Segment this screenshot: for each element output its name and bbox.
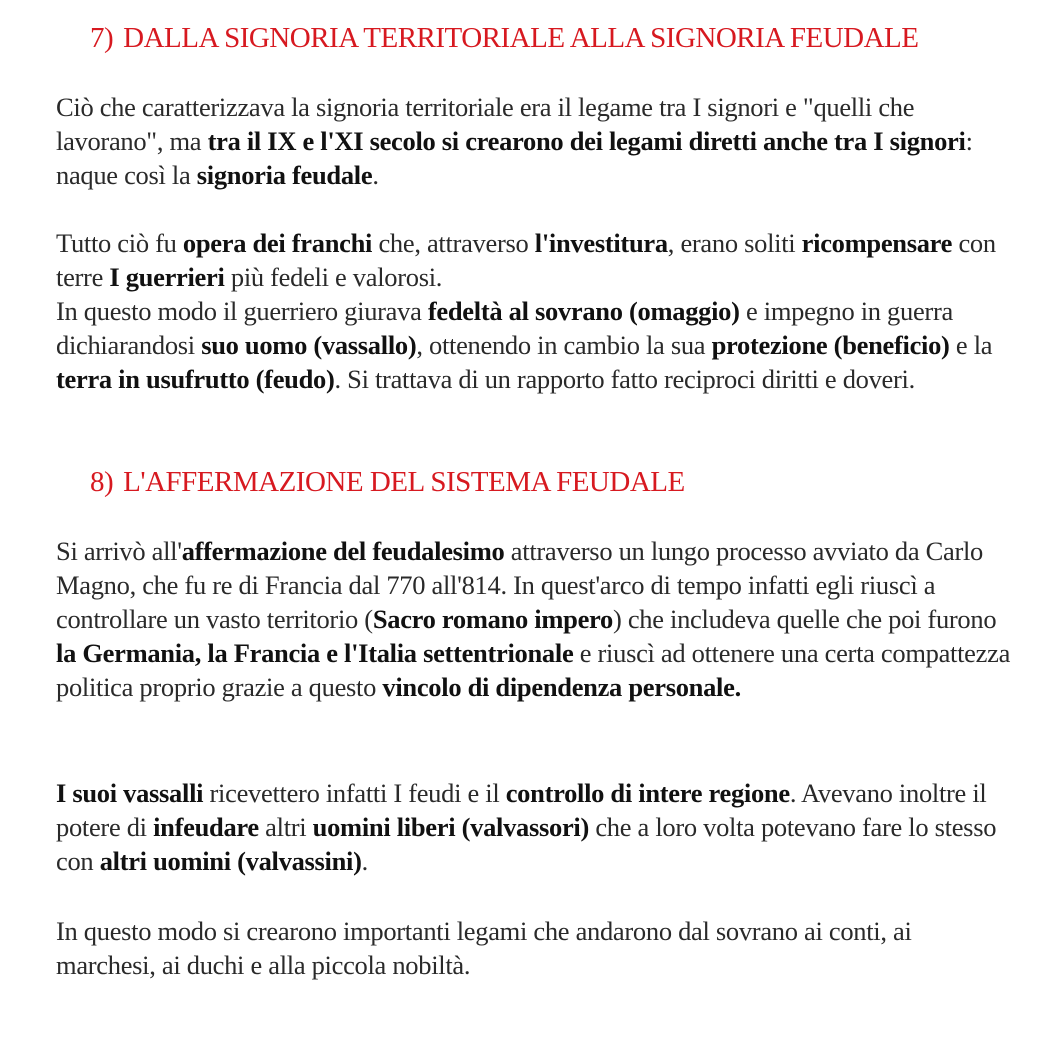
text-run: e riuscì ad ottenere una certa compattezza politica proprio grazie a questo (56, 638, 1011, 702)
text-run: e impegno in guerra dichiarandosi (56, 296, 953, 360)
section-8-heading (90, 466, 685, 499)
text-run: . Avevano inoltre il potere di (56, 778, 987, 842)
bold-text: protezione (beneficio) (711, 330, 950, 360)
section-7-title: DALLA SIGNORIA TERRITORIALE ALLA SIGNORIA FEUDALE (123, 22, 919, 54)
section-8-paragraph-2 (56, 776, 1016, 878)
section-8-number: 8) (90, 466, 114, 498)
bold-text: I suoi vassalli (56, 778, 204, 808)
bold-text: signoria feudale (196, 160, 373, 190)
text-run: : naque così la (56, 126, 973, 190)
bold-text: infeudare (153, 812, 259, 842)
section-7-paragraph-1 (56, 90, 1016, 192)
bold-text: altri uomini (valvassini) (99, 846, 362, 876)
text-run: che, attraverso (372, 228, 535, 258)
bold-text: controllo di intere regione (505, 778, 790, 808)
text-run: e la (949, 330, 993, 360)
text-run: . Si trattava di un rapporto fatto reciproci diritti e doveri. (334, 364, 915, 394)
bold-text: uomini liberi (valvassori) (312, 812, 590, 842)
text-run: Si arrivò all' (56, 536, 182, 566)
section-7-number: 7) (90, 22, 114, 54)
bold-text: Sacro romano impero (372, 604, 613, 634)
text-run: Tutto ciò fu (56, 228, 183, 258)
text-run: . (361, 846, 368, 876)
text-run: . (372, 160, 379, 190)
section-7-paragraph-3 (56, 294, 1016, 396)
bold-text: fedeltà al sovrano (omaggio) (427, 296, 740, 326)
bold-text: ricompensare (801, 228, 953, 258)
text-run: con terre (56, 228, 996, 292)
bold-text: vincolo di dipendenza personale. (382, 672, 741, 702)
text-run: , erano soliti (667, 228, 802, 258)
bold-text: terra in usufrutto (feudo) (56, 364, 335, 394)
bold-text: tra il IX e l'XI secolo si crearono dei legami diretti anche tra I signori (207, 126, 966, 156)
text-run: ricevettero infatti I feudi e il (203, 778, 506, 808)
section-8-title: L'AFFERMAZIONE DEL SISTEMA FEUDALE (123, 466, 685, 498)
section-7-heading (90, 22, 918, 55)
text-run: che a loro volta potevano fare lo stesso con (56, 812, 997, 876)
section-7-paragraph-2 (56, 226, 1016, 294)
bold-text: I guerrieri (109, 262, 225, 292)
text-run: Ciò che caratterizzava la signoria territoriale era il legame tra I signori e "quelli che lavorano", ma (56, 92, 915, 156)
text-run: , ottenendo in cambio la sua (416, 330, 712, 360)
bold-text: opera dei franchi (182, 228, 373, 258)
bold-text: la Germania, la Francia e l'Italia settentrionale (56, 638, 574, 668)
text-run: più fedeli e valorosi. (224, 262, 443, 292)
text-run: ) che includeva quelle che poi furono (612, 604, 997, 634)
text-run: In questo modo il guerriero giurava (56, 296, 428, 326)
section-8-paragraph-1 (56, 534, 1016, 704)
bold-text: affermazione del feudalesimo (181, 536, 505, 566)
bold-text: l'investitura (534, 228, 668, 258)
text-run: altri (258, 812, 313, 842)
bold-text: suo uomo (vassallo) (201, 330, 417, 360)
section-8-paragraph-3 (56, 914, 1016, 982)
text-run: In questo modo si crearono importanti legami che andarono dal sovrano ai conti, ai marchesi, ai duchi e alla piccola nobiltà. (56, 916, 912, 980)
text-run: attraverso un lungo processo avviato da Carlo Magno, che fu re di Francia dal 770 all'814. In quest'arco di tempo infatti egli riuscì a controllare un vasto territorio ( (56, 536, 983, 634)
